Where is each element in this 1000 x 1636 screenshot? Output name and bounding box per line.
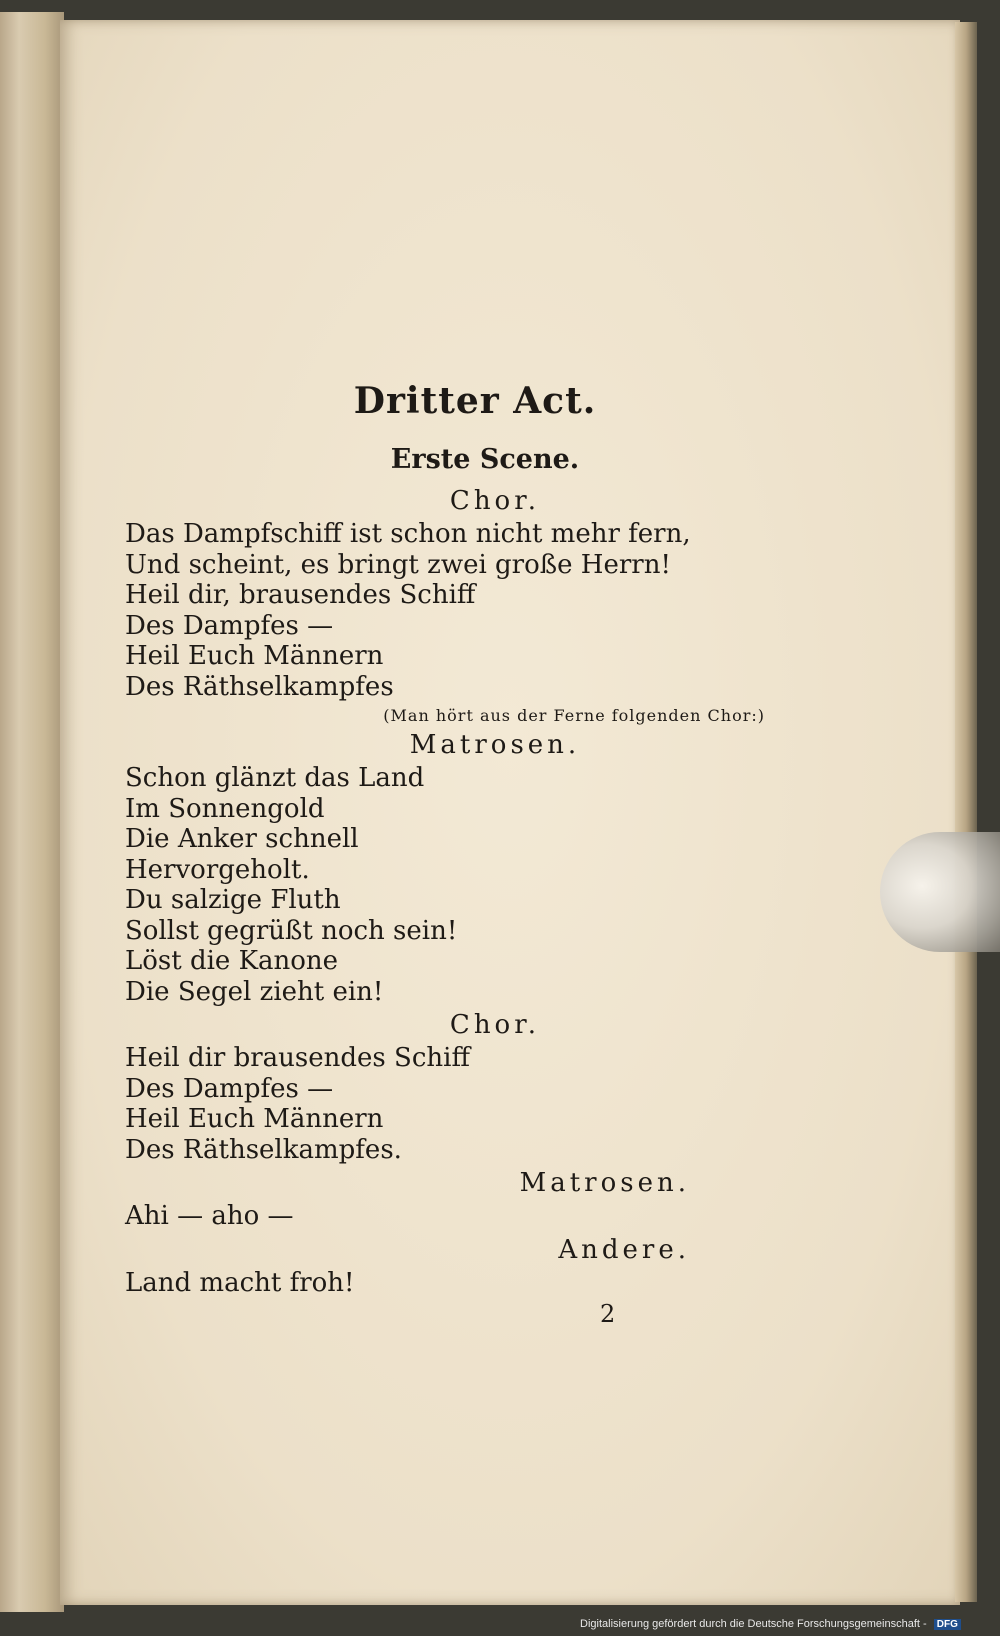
verse-line: Und scheint, es bringt zwei große Herrn! [125,549,671,580]
verse-line: Hervorgeholt. [125,854,310,885]
verse-line: Sollst gegrüßt noch sein! [125,915,458,946]
page-text [125,380,825,1298]
page-number: 2 [600,1300,616,1328]
verse-line: Des Dampfes — [125,1073,334,1104]
verse-line: Heil dir brausendes Schiff [125,1043,470,1073]
act-title: Dritter Act. [353,380,597,422]
verse-line: Schon glänzt das Land [125,763,425,793]
verse-line: Heil dir, brausendes Schiff [125,580,476,610]
scene-title: Erste Scene. [390,444,580,475]
verse-line: Du salzige Fluth [125,885,341,915]
speaker-label: Matrosen. [409,730,581,760]
verse-line: Ahi — aho — [125,1201,294,1231]
speaker-label: Matrosen. [519,1168,690,1198]
stage-direction: (Man hört aus der Ferne folgenden Chor:) [383,706,765,725]
verse-line: Land macht froh! [125,1267,355,1298]
verse-line: Im Sonnengold [125,793,325,824]
verse-line: Des Dampfes — [125,610,334,641]
verse-line: Des Räthselkampfes [125,671,394,702]
page-edge [955,22,977,1602]
speaker-label: Chor. [449,1010,541,1040]
verse-line: Die Segel zieht ein! [125,976,384,1007]
verse-line: Heil Euch Männern [125,641,384,671]
verse-line: Das Dampfschiff ist schon nicht mehr fern, [125,519,691,549]
page-clip [880,832,1000,952]
speaker-label: Andere. [558,1234,690,1265]
verse-line: Heil Euch Männern [125,1104,384,1134]
verse-line: Die Anker schnell [125,824,359,854]
digitization-footer [580,1618,961,1630]
verse-line: Des Räthselkampfes. [125,1134,402,1165]
footer-text: Digitalisierung gefördert durch die Deutsche Forschungsgemeinschaft - [580,1618,927,1630]
book-spine [0,12,64,1612]
dfg-logo-icon: DFG [934,1619,961,1630]
speaker-label: Chor. [449,486,541,516]
verse-line: Löst die Kanone [125,946,339,976]
